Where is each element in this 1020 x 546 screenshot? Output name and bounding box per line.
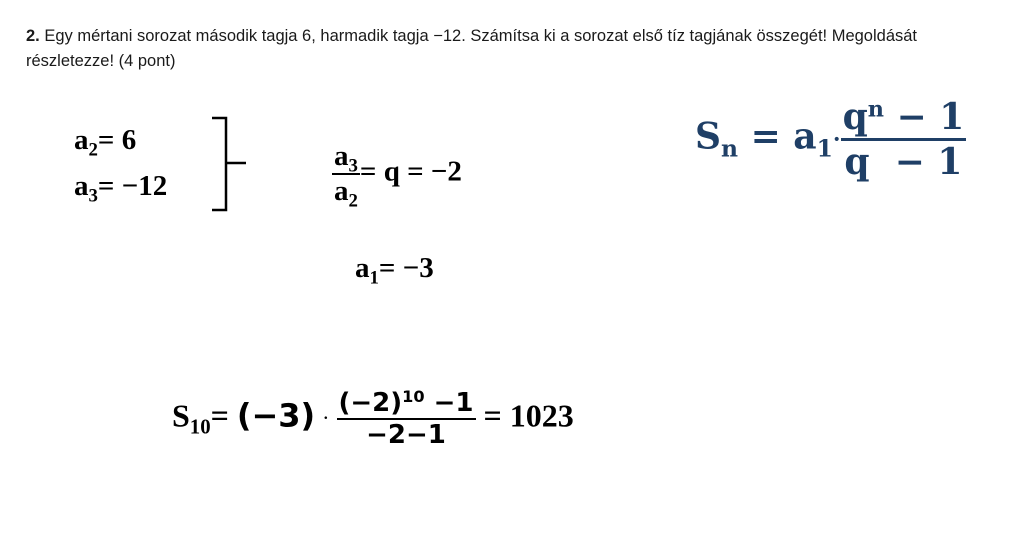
a1-value: = −3 [378, 252, 434, 284]
formula-equals: = [750, 115, 781, 158]
formula-a-subscript: 1 [816, 134, 833, 163]
sum-s-variable: S [172, 397, 190, 434]
formula-numerator-rest: − 1 [883, 96, 965, 138]
ratio-equation [332, 140, 462, 212]
formula-s-variable: S [695, 115, 721, 158]
sum-denominator: −2−1 [337, 418, 476, 450]
formula-fraction [841, 96, 967, 183]
a2-subscript: 2 [88, 139, 98, 161]
first-term [355, 252, 434, 289]
ratio-result: = q = −2 [359, 155, 462, 188]
ratio-denominator-subscript: 2 [348, 190, 358, 212]
sum-numerator-rest: −1 [424, 388, 474, 418]
formula-dot: · [832, 126, 841, 153]
problem-number: 2. [26, 27, 40, 45]
formula-s-subscript: n [721, 134, 739, 163]
given-a3 [74, 170, 168, 207]
ratio-fraction [332, 140, 360, 212]
a2-value: = 6 [97, 124, 137, 156]
a3-subscript: 3 [88, 185, 98, 207]
a1-variable: a [355, 252, 370, 284]
a1-subscript: 1 [369, 267, 379, 289]
sum-numerator-base: (−2) [338, 388, 403, 418]
problem-statement [26, 24, 986, 74]
sum-factor: (−3) [236, 396, 316, 435]
formula-a-variable: a [793, 115, 817, 158]
formula-numerator-base: q [842, 96, 868, 138]
sum-s-subscript: 10 [189, 415, 211, 439]
a2-variable: a [74, 124, 89, 156]
ratio-denominator-variable: a [334, 175, 349, 207]
formula-denominator: q − 1 [841, 138, 967, 183]
problem-text: Egy mértani sorozat második tagja 6, harmadik tagja −12. Számítsa ki a sorozat első tíz tagjának összegét! Megoldását részletezze! (4 pont) [26, 27, 918, 70]
a3-value: = −12 [97, 170, 168, 202]
formula-numerator-exponent: n [867, 96, 884, 123]
right-bracket-icon [210, 116, 248, 212]
geometric-sum-formula [695, 96, 966, 183]
ratio-numerator-variable: a [334, 140, 349, 172]
sum-numerator-exponent: 10 [402, 387, 425, 407]
sum-dot: · [323, 410, 329, 427]
a3-variable: a [74, 170, 89, 202]
sum-equals: = [210, 397, 229, 434]
given-a2 [74, 124, 137, 161]
sum-fraction [337, 388, 476, 450]
ratio-numerator-subscript: 3 [348, 155, 358, 177]
sum-calculation [172, 388, 574, 450]
sum-result: = 1023 [483, 397, 574, 434]
